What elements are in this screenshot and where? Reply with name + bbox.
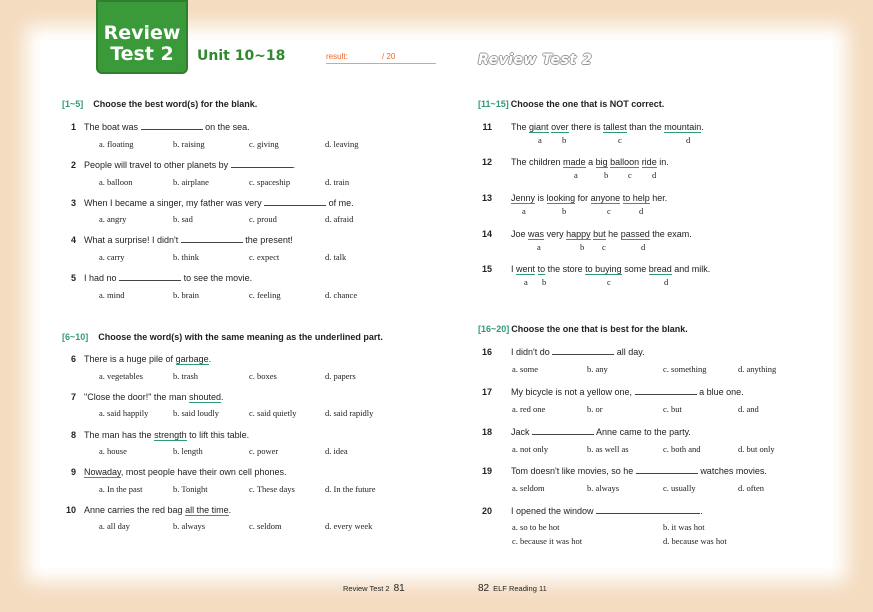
option-b[interactable]: b. Tonight [173, 484, 208, 494]
review-test-badge [96, 0, 188, 74]
option-d[interactable]: d. said rapidly [325, 408, 374, 418]
option-a[interactable]: a. angry [99, 214, 127, 224]
option-d[interactable]: d. but only [738, 444, 775, 454]
question-stem [511, 157, 669, 167]
option-c[interactable]: c. seldom [249, 521, 282, 531]
stem-text: watches movies. [700, 466, 767, 476]
stem-text: Jack [511, 427, 530, 437]
option-d[interactable]: d. every week [325, 521, 373, 531]
question-stem [84, 273, 252, 283]
footer-right-label: ELF Reading 11 [493, 584, 547, 593]
option-b[interactable]: b. it was hot [663, 522, 705, 532]
option-part-c: anyone [590, 193, 621, 203]
underlined-word: Nowaday [84, 467, 121, 477]
option-a[interactable]: a. In the past [99, 484, 143, 494]
answer-blank[interactable] [532, 427, 594, 435]
option-c[interactable]: c. spaceship [249, 177, 291, 187]
section-range: [6~10] [62, 332, 89, 342]
option-c[interactable]: c. These days [249, 484, 295, 494]
stem-text: the store [547, 264, 583, 274]
question-stem [84, 122, 250, 132]
option-letter-a[interactable]: a [574, 170, 578, 180]
option-letter-d[interactable]: d [686, 135, 691, 145]
question-stem [84, 198, 354, 208]
option-c[interactable]: c. expect [249, 252, 280, 262]
question-stem [84, 354, 211, 364]
stem-text: Joe [511, 229, 526, 239]
option-a[interactable]: a. vegetables [99, 371, 143, 381]
stem-text: on the sea. [205, 122, 250, 132]
question-number: 20 [481, 506, 492, 516]
option-letter-d[interactable]: d [641, 242, 646, 252]
section-header [478, 324, 688, 334]
option-b[interactable]: b. sad [173, 214, 193, 224]
result-total: / 20 [382, 52, 396, 61]
option-part-a: giant [529, 122, 549, 132]
question-number: 16 [481, 347, 492, 357]
option-letter-a[interactable]: a [538, 135, 542, 145]
question-stem [84, 392, 224, 402]
question-stem [511, 264, 710, 274]
option-c[interactable]: c. because it was hot [512, 536, 583, 546]
option-part-d: passed [620, 229, 650, 239]
stem-text: . [228, 505, 232, 515]
stem-text: . [221, 392, 224, 402]
option-d[interactable]: d. because was hot [663, 536, 727, 546]
question-stem [511, 387, 744, 397]
option-a[interactable]: a. seldom [512, 483, 545, 493]
option-a[interactable]: a. said happily [99, 408, 149, 418]
section-instruction: Choose the one that is NOT correct. [510, 99, 665, 109]
answer-blank[interactable] [635, 387, 697, 395]
option-b[interactable]: b. always [587, 483, 620, 493]
option-part-d: ride [641, 157, 657, 167]
option-a[interactable]: a. not only [512, 444, 549, 454]
question-number: 12 [481, 157, 492, 167]
option-d[interactable]: d. leaving [325, 139, 359, 149]
question-number: 18 [481, 427, 492, 437]
option-b[interactable]: b. raising [173, 139, 205, 149]
question-stem [84, 467, 286, 477]
answer-blank[interactable] [264, 198, 326, 206]
stem-text: . [700, 506, 703, 516]
stem-text: very [546, 229, 564, 239]
section-range: [1~5] [62, 99, 84, 109]
stem-text: The boat was [84, 122, 139, 132]
option-c[interactable]: c. boxes [249, 371, 277, 381]
question-number: 8 [70, 430, 76, 440]
stem-text: he [608, 229, 619, 239]
section-instruction: Choose the best word(s) for the blank. [93, 99, 258, 109]
underlined-word: strength [154, 430, 187, 440]
section-header [62, 332, 383, 342]
option-letter-a[interactable]: a [524, 277, 528, 287]
option-part-a: went [516, 264, 536, 274]
stem-text: to lift this table. [189, 430, 250, 440]
option-a[interactable]: a. mind [99, 290, 125, 300]
option-b[interactable]: b. any [587, 364, 608, 374]
question-stem [511, 466, 767, 476]
stem-text: When I became a singer, my father was very [84, 198, 262, 208]
option-d[interactable]: d. papers [325, 371, 356, 381]
stem-text: "Close the door!" the man [84, 392, 187, 402]
stem-text: is [537, 193, 545, 203]
underlined-word: shouted [188, 392, 221, 402]
stem-text: some [624, 264, 647, 274]
unit-label: Unit 10~18 [197, 48, 286, 64]
option-b[interactable]: b. length [173, 446, 203, 456]
question-stem [511, 347, 645, 357]
option-letter-c[interactable]: c [618, 135, 622, 145]
result-field [326, 52, 436, 64]
option-d[interactable]: d. often [738, 483, 764, 493]
question-number: 14 [481, 229, 492, 239]
stem-text: a [588, 157, 594, 167]
stem-text: I opened the window [511, 506, 594, 516]
option-part-a: made [563, 157, 586, 167]
question-number: 2 [70, 160, 76, 170]
option-b[interactable]: b. or [587, 404, 603, 414]
option-letter-b[interactable]: b [562, 206, 567, 216]
option-part-d: bread [648, 264, 672, 274]
option-b[interactable]: b. brain [173, 290, 199, 300]
stem-text: Tom doesn't like movies, so he [511, 466, 634, 476]
option-letter-c[interactable]: c [628, 170, 632, 180]
question-number: 17 [481, 387, 492, 397]
stem-text: I [511, 264, 514, 274]
option-part-c: tallest [603, 122, 627, 132]
option-a[interactable]: a. house [99, 446, 127, 456]
option-letter-d[interactable]: d [639, 206, 644, 216]
stem-text: The children [511, 157, 561, 167]
question-stem [84, 160, 295, 170]
section-range: [16~20] [478, 324, 510, 334]
stem-text: and milk. [674, 264, 711, 274]
stem-text: all day. [616, 347, 645, 357]
page-number-right: 82 [478, 583, 490, 594]
answer-blank[interactable] [552, 347, 614, 355]
question-stem [511, 506, 703, 516]
stem-text: Anne came to the party. [596, 427, 691, 437]
option-a[interactable]: a. red one [512, 404, 546, 414]
stem-text: . [701, 122, 704, 132]
question-number: 6 [70, 354, 76, 364]
option-letter-b[interactable]: b [580, 242, 585, 252]
stem-text: The [511, 122, 527, 132]
option-c[interactable]: c. power [249, 446, 279, 456]
option-letter-b[interactable]: b [562, 135, 567, 145]
stem-text: in. [659, 157, 669, 167]
option-letter-c[interactable]: c [607, 277, 611, 287]
option-d[interactable]: d. In the future [325, 484, 376, 494]
result-label: result: [326, 52, 348, 61]
option-part-c: but [593, 229, 606, 239]
option-d[interactable]: d. talk [325, 252, 347, 262]
option-part-b: over [551, 122, 569, 132]
stem-text: than the [629, 122, 662, 132]
badge-line2: Test 2 [110, 43, 174, 65]
underlined-word: garbage [175, 354, 209, 364]
question-stem [84, 505, 231, 515]
option-d[interactable]: d. train [325, 177, 350, 187]
option-c[interactable]: c. giving [249, 139, 279, 149]
option-d[interactable]: d. chance [325, 290, 358, 300]
answer-blank[interactable] [141, 122, 203, 130]
option-a[interactable]: a. balloon [99, 177, 133, 187]
option-part-d: mountain [664, 122, 702, 132]
question-number: 10 [65, 505, 76, 515]
stem-text: the present! [245, 235, 293, 245]
question-number: 1 [70, 122, 76, 132]
option-b[interactable]: b. airplane [173, 177, 209, 187]
option-c[interactable]: c. usually [663, 483, 696, 493]
option-d[interactable]: d. and [738, 404, 759, 414]
option-b[interactable]: b. always [173, 521, 206, 531]
option-part-b: happy [566, 229, 591, 239]
option-a[interactable]: a. some [512, 364, 538, 374]
option-letter-a[interactable]: a [537, 242, 541, 252]
question-stem [511, 427, 691, 437]
question-number: 11 [482, 122, 492, 132]
footer-left [343, 583, 405, 594]
option-a[interactable]: a. so to be hot [512, 522, 560, 532]
option-letter-c[interactable]: c [602, 242, 606, 252]
question-number: 4 [70, 235, 76, 245]
option-c[interactable]: c. feeling [249, 290, 281, 300]
section-range: [11~15] [478, 99, 509, 109]
question-stem [511, 229, 692, 239]
stem-text: her. [652, 193, 668, 203]
option-part-c: to buying [585, 264, 622, 274]
option-b[interactable]: b. as well as [587, 444, 629, 454]
option-letter-d[interactable]: d [664, 277, 669, 287]
question-stem [84, 430, 249, 440]
stem-text: for [577, 193, 589, 203]
section-instruction: Choose the one that is best for the blank. [511, 324, 688, 334]
footer-left-label: Review Test 2 [343, 584, 390, 593]
stem-text: I didn't do [511, 347, 550, 357]
footer-right [478, 583, 547, 594]
stem-text: to see the movie. [183, 273, 253, 283]
page-number-left: 81 [393, 583, 405, 594]
option-d[interactable]: d. anything [738, 364, 777, 374]
stem-text: the exam. [652, 229, 692, 239]
question-number: 5 [70, 273, 76, 283]
question-number: 13 [481, 193, 492, 203]
option-c[interactable]: c. both and [663, 444, 701, 454]
option-letter-b[interactable]: b [604, 170, 609, 180]
stem-text: The man has the [84, 430, 152, 440]
question-number: 9 [70, 467, 76, 477]
option-letter-a[interactable]: a [522, 206, 526, 216]
option-c[interactable]: c. said quietly [249, 408, 297, 418]
option-letter-d[interactable]: d [652, 170, 657, 180]
answer-blank[interactable] [596, 506, 700, 514]
stem-text: . [292, 160, 296, 170]
option-part-b: looking [546, 193, 576, 203]
option-part-a: Jenny [511, 193, 536, 203]
answer-blank[interactable] [636, 466, 698, 474]
section-header [478, 99, 664, 109]
stem-text: a blue one. [699, 387, 744, 397]
option-b[interactable]: b. trash [173, 371, 199, 381]
underlined-word: all the time [185, 505, 229, 515]
option-part-b: to [537, 264, 546, 274]
question-number: 7 [70, 392, 76, 402]
answer-blank[interactable] [181, 235, 243, 243]
option-c[interactable]: c. something [663, 364, 707, 374]
question-number: 15 [481, 264, 492, 274]
option-c[interactable]: c. proud [249, 214, 277, 224]
stem-text: there is [571, 122, 601, 132]
stem-text: . [208, 354, 212, 364]
question-number: 19 [481, 466, 492, 476]
option-d[interactable]: d. afraid [325, 214, 354, 224]
option-part-b: big [595, 157, 608, 167]
stem-text: People will travel to other planets by [84, 160, 229, 170]
badge-line1: Review [103, 22, 181, 44]
option-c[interactable]: c. but [663, 404, 682, 414]
section-instruction: Choose the word(s) with the same meaning as the underlined part. [98, 332, 383, 342]
stem-text: of me. [328, 198, 354, 208]
stem-text: Anne carries the red bag [84, 505, 183, 515]
answer-blank[interactable] [231, 160, 293, 168]
question-stem [511, 193, 667, 203]
option-part-c: balloon [610, 157, 640, 167]
option-part-d: to help [622, 193, 650, 203]
section-header [62, 99, 257, 109]
stem-text: I had no [84, 273, 117, 283]
option-a[interactable]: a. floating [99, 139, 134, 149]
stem-text: , most people have their own cell phones. [120, 467, 287, 477]
question-stem [84, 235, 293, 245]
option-b[interactable]: b. said loudly [173, 408, 220, 418]
option-d[interactable]: d. idea [325, 446, 348, 456]
option-a[interactable]: a. carry [99, 252, 125, 262]
right-page-title: Review Test 2 [478, 52, 593, 68]
option-letter-b[interactable]: b [542, 277, 547, 287]
question-number: 3 [70, 198, 76, 208]
stem-text: There is a huge pile of [84, 354, 174, 364]
question-stem [511, 122, 704, 132]
option-letter-c[interactable]: c [607, 206, 611, 216]
stem-text: What a surprise! I didn't [84, 235, 179, 245]
answer-blank[interactable] [119, 273, 181, 281]
option-a[interactable]: a. all day [99, 521, 130, 531]
stem-text: My bicycle is not a yellow one, [511, 387, 633, 397]
option-b[interactable]: b. think [173, 252, 199, 262]
page-sheet [40, 40, 833, 568]
option-part-a: was [528, 229, 545, 239]
